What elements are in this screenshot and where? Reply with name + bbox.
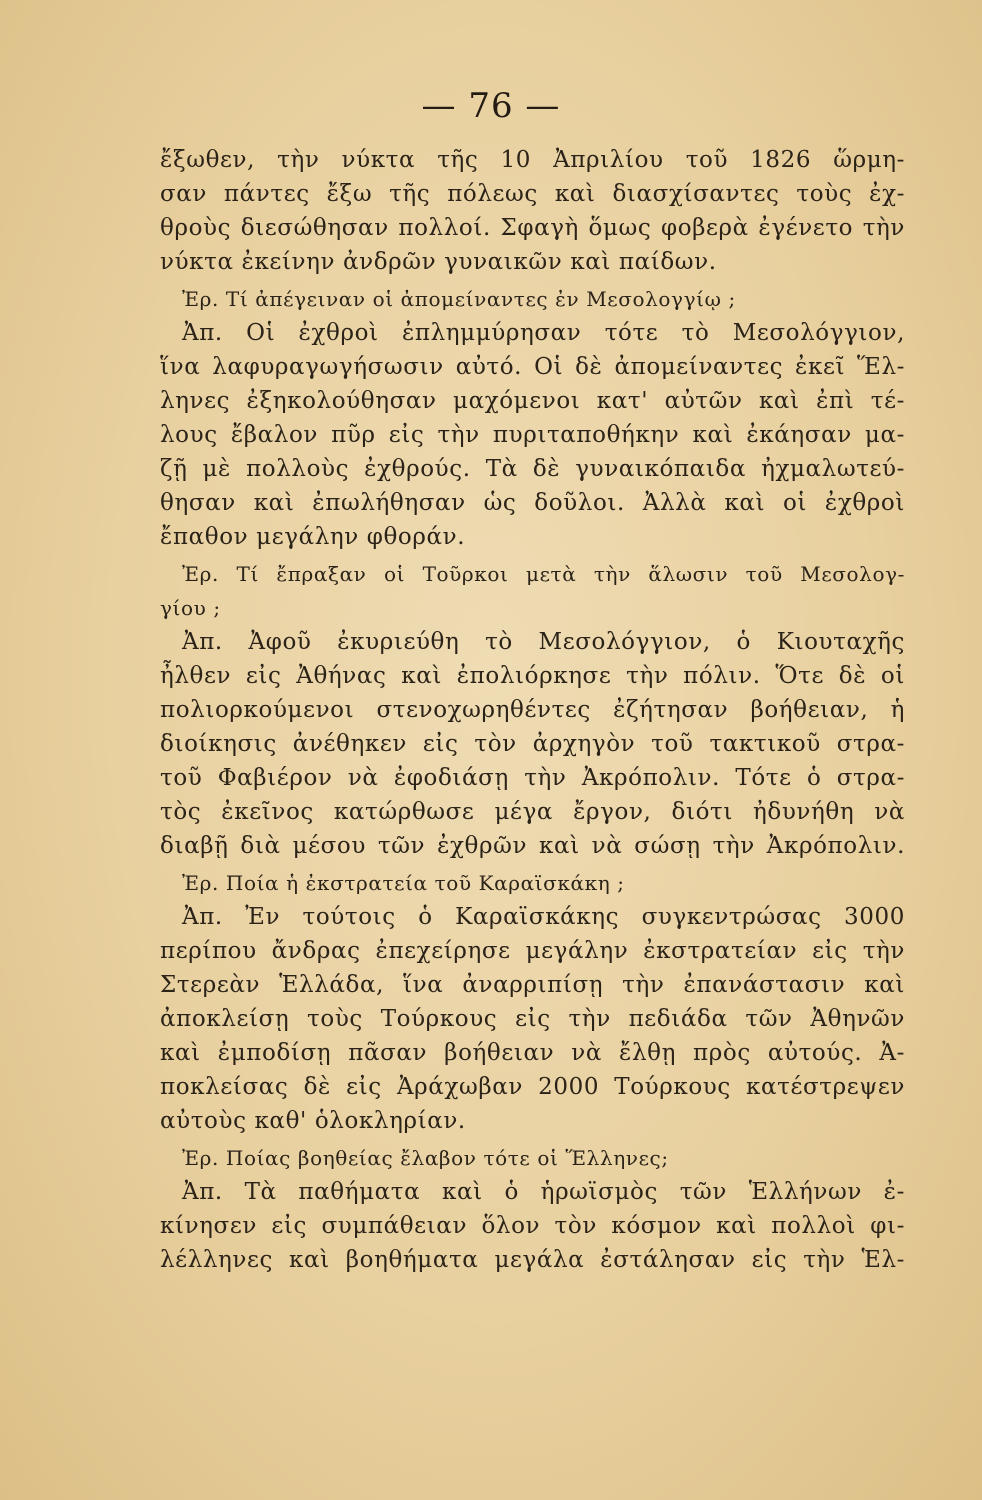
text-line: νύκτα ἐκείνην ἀνδρῶν γυναικῶν καὶ παίδων. [160,249,717,275]
text-line: ἔξωθεν, τὴν νύκτα τῆς 10 Ἀπριλίου τοῦ 1826 ὥρμη- [160,147,905,173]
text-line: ληνες ἐξηκολούθησαν μαχόμενοι κατ' αὐτῶν καὶ ἐπὶ τέ- [160,388,905,414]
answer-line: Ἀπ. Ἀφοῦ ἐκυριεύθη τὸ Μεσολόγγιον, ὁ Κιουταχῆς [182,629,905,655]
answer-line: Ἀπ. Τὰ παθήματα καὶ ὁ ἡρωϊσμὸς τῶν Ἑλλήνων ἐ- [182,1179,905,1205]
text-line: διαβῇ διὰ μέσου τῶν ἐχθρῶν καὶ νὰ σώσῃ τὴν Ἀκρόπολιν. [160,833,905,859]
text-line: λέλληνες καὶ βοηθήματα μεγάλα ἐστάλησαν εἰς τὴν Ἑλ- [160,1247,905,1273]
text-line: Στερεὰν Ἑλλάδα, ἵνα ἀναρριπίσῃ τὴν ἐπανάστασιν καὶ [160,972,905,998]
text-line: τοῦ Φαβιέρον νὰ ἐφοδιάσῃ τὴν Ἀκρόπολιν. Τότε ὁ στρα- [160,765,905,791]
text-line: γίου ; [160,596,221,620]
body-text [160,143,905,1277]
text-line: διοίκησις ἀνέθηκεν εἰς τὸν ἀρχηγὸν τοῦ τακτικοῦ στρα- [160,731,905,757]
question-line: Ἐρ. Τί ἀπέγειναν οἱ ἀπομείναντες ἐν Μεσολογγίῳ ; [182,287,736,311]
text-line: σαν πάντες ἔξω τῆς πόλεως καὶ διασχίσαντες τοὺς ἐχ- [160,181,905,207]
text-line: ποκλείσας δὲ εἰς Ἀράχωβαν 2000 Τούρκους κατέστρεψεν [160,1074,905,1100]
text-line: περίπου ἄνδρας ἐπεχείρησε μεγάλην ἐκστρατείαν εἰς τὴν [160,938,905,964]
text-line: τὸς ἐκεῖνος κατώρθωσε μέγα ἔργον, διότι ἠδυνήθη νὰ [160,799,905,825]
text-line: θροὺς διεσώθησαν πολλοί. Σφαγὴ ὅμως φοβερὰ ἐγένετο τὴν [160,215,905,241]
question-line: Ἐρ. Ποίας βοηθείας ἔλαβον τότε οἱ Ἕλληνες; [182,1146,669,1170]
text-line: ἔπαθον μεγάλην φθοράν. [160,524,466,550]
text-line: πολιορκούμενοι στενοχωρηθέντες ἐζήτησαν βοήθειαν, ἡ [160,697,905,723]
text-line: θησαν καὶ ἐπωλήθησαν ὡς δοῦλοι. Ἀλλὰ καὶ οἱ ἐχθροὶ [160,490,905,516]
answer-line: Ἀπ. Ἐν τούτοις ὁ Καραϊσκάκης συγκεντρώσας 3000 [182,904,905,930]
text-line: ἀποκλείσῃ τοὺς Τούρκους εἰς τὴν πεδιάδα τῶν Ἀθηνῶν [160,1006,905,1032]
text-line: κίνησεν εἰς συμπάθειαν ὅλον τὸν κόσμον καὶ πολλοὶ φι- [160,1213,905,1239]
page-number: — 76 — [421,86,561,126]
text-line: αὐτοὺς καθ' ὁλοκληρίαν. [160,1108,466,1134]
text-line: καὶ ἐμποδίσῃ πᾶσαν βοήθειαν νὰ ἔλθῃ πρὸς αὐτούς. Ἀ- [160,1040,905,1066]
question-line: Ἐρ. Ποία ἡ ἐκστρατεία τοῦ Καραϊσκάκη ; [182,871,625,895]
text-line: λους ἔβαλον πῦρ εἰς τὴν πυριταποθήκην καὶ ἐκάησαν μα- [160,422,905,448]
question-line: Ἐρ. Τί ἔπραξαν οἱ Τοῦρκοι μετὰ τὴν ἅλωσιν τοῦ Μεσολογ- [182,562,905,586]
text-line: ζῇ μὲ πολλοὺς ἐχθρούς. Τὰ δὲ γυναικόπαιδα ἠχμαλωτεύ- [160,456,905,482]
text-line: ἦλθεν εἰς Ἀθήνας καὶ ἐπολιόρκησε τὴν πόλιν. Ὅτε δὲ οἱ [160,663,905,689]
text-line: ἵνα λαφυραγωγήσωσιν αὐτό. Οἱ δὲ ἀπομείναντες ἐκεῖ Ἕλ- [160,354,905,380]
answer-line: Ἀπ. Οἱ ἐχθροὶ ἐπλημμύρησαν τότε τὸ Μεσολόγγιον, [182,320,905,346]
